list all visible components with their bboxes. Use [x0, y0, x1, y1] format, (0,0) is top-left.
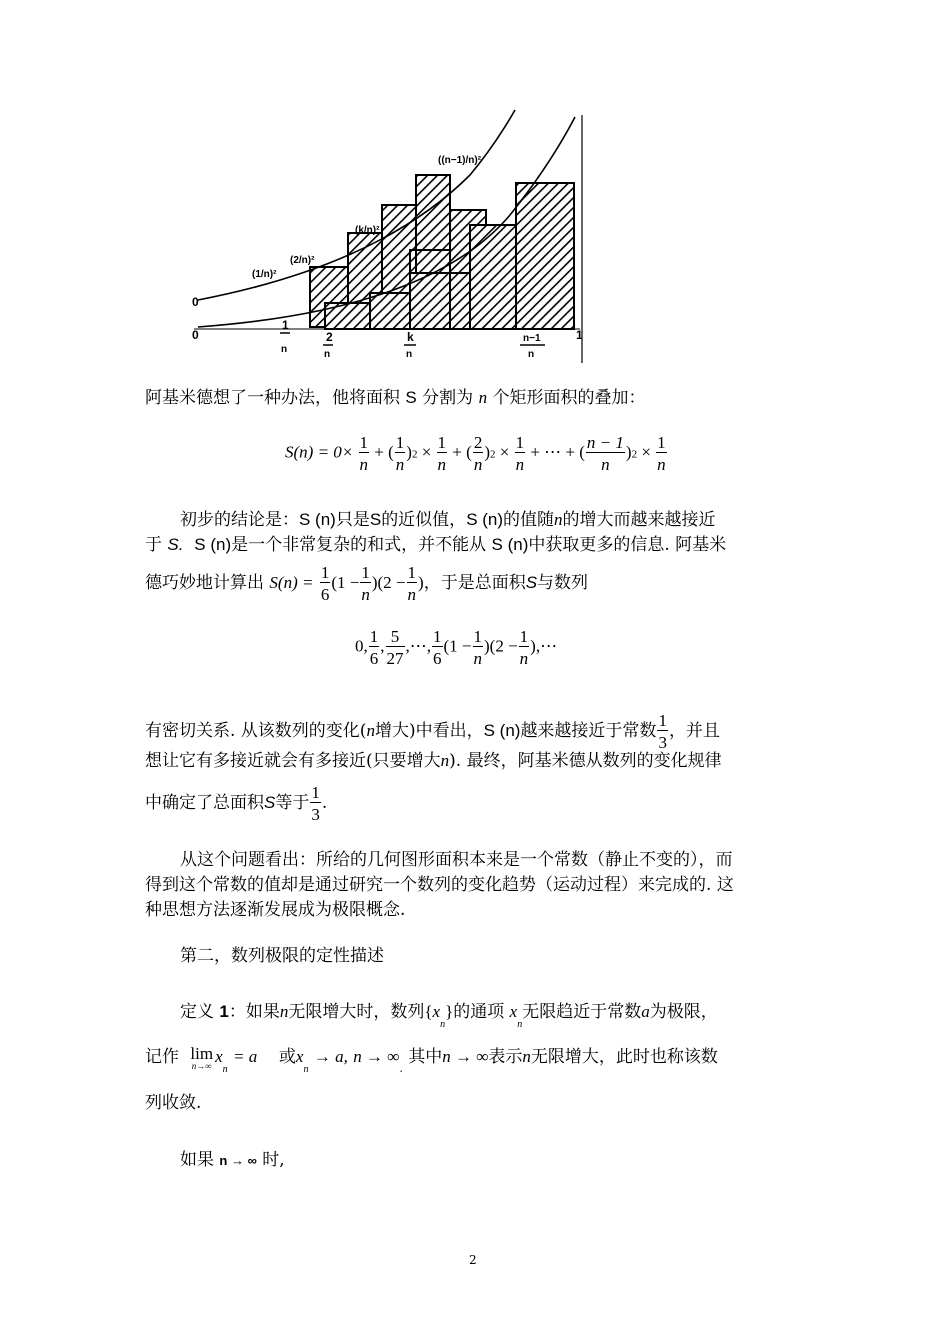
- curve-label-2: (2/n)²: [290, 255, 315, 266]
- paragraph-2-line-2: 于 S. S (n)是一个非常复杂的和式，并不能从 S (n)中获取更多的信息. 阿基米: [145, 535, 727, 555]
- section-heading: 第二，数列极限的定性描述: [180, 946, 384, 966]
- curve-label-n-minus-1: ((n−1)/n)²: [438, 155, 482, 166]
- paragraph-intro: [145, 386, 645, 410]
- last-line: 如果 n → ∞ 时,: [180, 1150, 285, 1170]
- frac-nm1-n: $\frac{n - 1}{n}$: [586, 433, 624, 474]
- page-number: 2: [469, 1253, 477, 1267]
- paragraph-4-line-2: 得到这个常数的值却是通过研究一个数列的变化趋势（运动过程）来完成的. 这: [145, 875, 734, 895]
- paragraph-4-line-1: 从这个问题看出：所给的几何图形面积本来是一个常数（静止不变的），而: [180, 850, 733, 870]
- definition-1-line-2: 记作 lim n→∞ $x_n = a$ 或$x_n \to a$, $n \to \infty_.$ 其中n → ∞表示n无限增大，此时也称该数: [145, 1044, 718, 1075]
- tick-label-1: 1: [282, 318, 289, 332]
- paragraph-2-line-1: 初步的结论是：S (n)只是S的近似值，S (n)的值随n的增大而越来越接近: [180, 510, 716, 530]
- curve-label-k: (k/n)²: [355, 225, 380, 236]
- tick-label-n-minus-1-den: n: [528, 349, 535, 360]
- formula-sn-lhs: S(n) = 0×: [285, 442, 354, 462]
- frac-1-n: $\frac{1}{n}$: [359, 433, 369, 474]
- tick-label-2-den: n: [324, 349, 331, 360]
- frac-1-n-b: $\frac{1}{n}$: [395, 433, 405, 474]
- tick-label-zero-lower: 0: [192, 328, 199, 342]
- intro-text-1: 阿基米德想了一种办法，他将面积: [145, 388, 400, 408]
- intro-text-3: 个矩形面积的叠加：: [492, 388, 646, 408]
- intro-n: n: [478, 388, 488, 407]
- tick-label-one: 1: [576, 328, 583, 342]
- intro-S: S: [405, 388, 417, 407]
- intro-text-2: 分割为: [422, 388, 474, 408]
- n-to-infinity: n → ∞: [219, 1153, 257, 1168]
- paragraph-4-line-3: 种思想方法逐渐发展成为极限概念.: [145, 900, 406, 920]
- definition-1-line-1: 定义 1：如果n无限增大时，数列$\{x_n\}$的通项 $x_n$无限趋近于常数a为极限，: [180, 1002, 718, 1030]
- paragraph-3-line-2: 想让它有多接近就会有多接近(只要增大n). 最终，阿基米德从数列的变化规律: [145, 751, 722, 771]
- frac-2-n: $\frac{2}{n}$: [473, 433, 483, 474]
- archimedes-figure: [180, 105, 600, 370]
- tick-label-2: 2: [326, 330, 333, 344]
- sequence-formula: 0, $\frac{1}{6}$ , $\frac{5}{27}$ ,⋯, $\frac{1}{6}$ (1 − $\frac{1}{n}$ )(2 − $\frac{1}{n}$ ),⋯: [355, 627, 558, 668]
- tick-label-n-minus-1: n−1: [523, 333, 541, 344]
- paragraph-3-line-3: 中确定了总面积S等于 $\frac{1}{3}$ .: [145, 783, 328, 824]
- tick-label-k: k: [407, 330, 414, 344]
- tick-label-1-den: n: [281, 344, 288, 355]
- paragraph-3-line-1: 有密切关系. 从该数列的变化(n增大)中看出，S (n)越来越接近于常数 $\frac{1}{3}$ ，并且: [145, 711, 720, 752]
- tick-label-zero-upper: 0: [192, 295, 199, 309]
- definition-1-line-3: 列收敛.: [145, 1093, 202, 1113]
- tick-label-k-den: n: [406, 349, 413, 360]
- formula-sn: S(n) = 0× $\frac{1}{n}$ + ( $\frac{1}{n}$ )2 × $\frac{1}{n}$ + ( $\frac{2}{n}$ )2 × $\frac{1}{n}$ + ⋯ + ( $\frac{n - 1}{n}$ )2 × $\frac{1}{n}$: [285, 433, 666, 474]
- paragraph-2-line-3: 德巧妙地计算出 S(n) = $\frac{1}{6}$ (1 − $\frac{1}{n}$ )(2 − $\frac{1}{n}$ )，于是总面积S与数列: [145, 563, 589, 604]
- curve-label-1: (1/n)²: [252, 269, 277, 280]
